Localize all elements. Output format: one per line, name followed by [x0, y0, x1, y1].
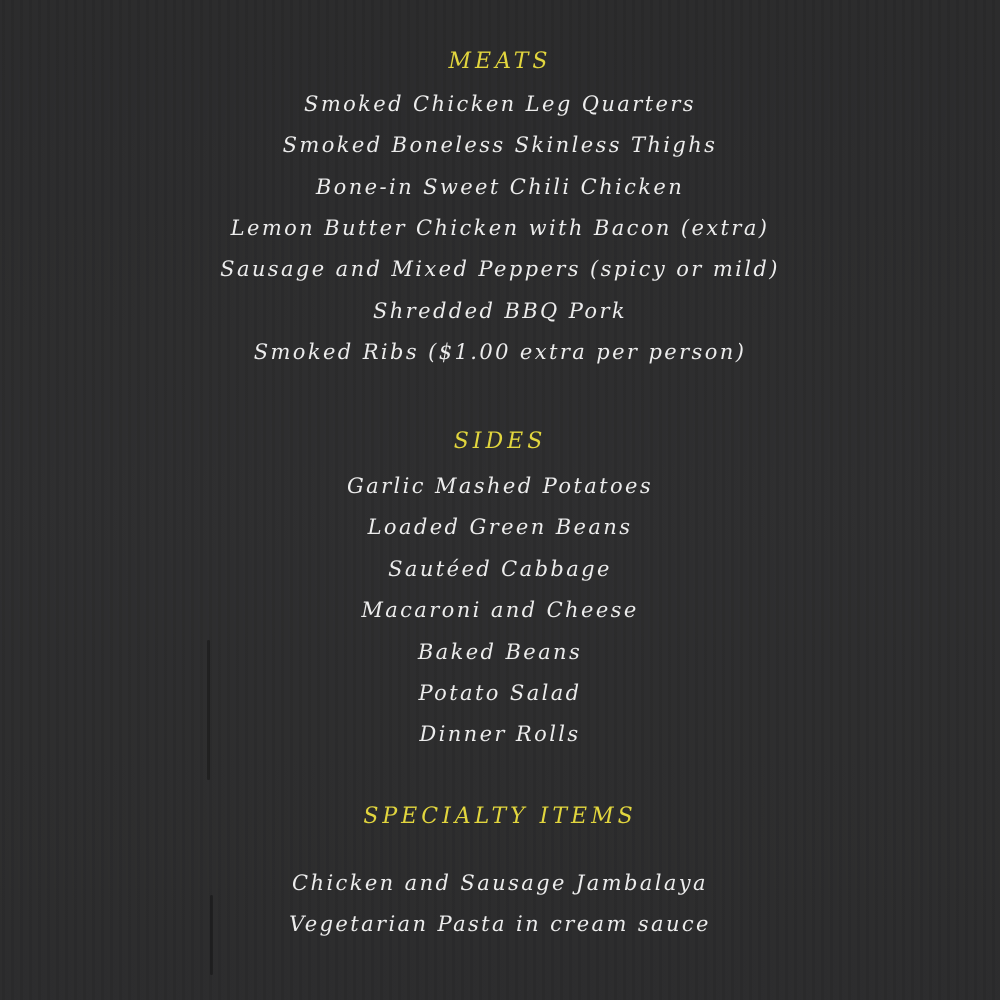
- sides-item: Potato Salad: [418, 681, 582, 705]
- specialty-item: Vegetarian Pasta in cream sauce: [289, 912, 711, 936]
- meats-item: Smoked Ribs ($1.00 extra per person): [253, 340, 747, 364]
- sides-item: Dinner Rolls: [419, 722, 581, 746]
- meats-item: Smoked Chicken Leg Quarters: [304, 92, 696, 116]
- meats-item: Smoked Boneless Skinless Thighs: [282, 133, 718, 157]
- meats-item: Bone-in Sweet Chili Chicken: [315, 175, 685, 199]
- sides-item: Loaded Green Beans: [367, 515, 633, 539]
- sides-item: Sautéed Cabbage: [388, 557, 612, 581]
- meats-item: Sausage and Mixed Peppers (spicy or mild): [220, 257, 780, 281]
- sides-heading: SIDES: [453, 429, 547, 454]
- specialty-item: Chicken and Sausage Jambalaya: [292, 871, 708, 895]
- meats-heading: MEATS: [448, 49, 552, 74]
- sides-item: Macaroni and Cheese: [361, 598, 639, 622]
- specialty-heading: SPECIALTY ITEMS: [363, 804, 637, 829]
- sides-item: Garlic Mashed Potatoes: [346, 474, 654, 498]
- sides-item: Baked Beans: [417, 640, 583, 664]
- meats-item: Lemon Butter Chicken with Bacon (extra): [230, 216, 770, 240]
- meats-item: Shredded BBQ Pork: [372, 299, 628, 323]
